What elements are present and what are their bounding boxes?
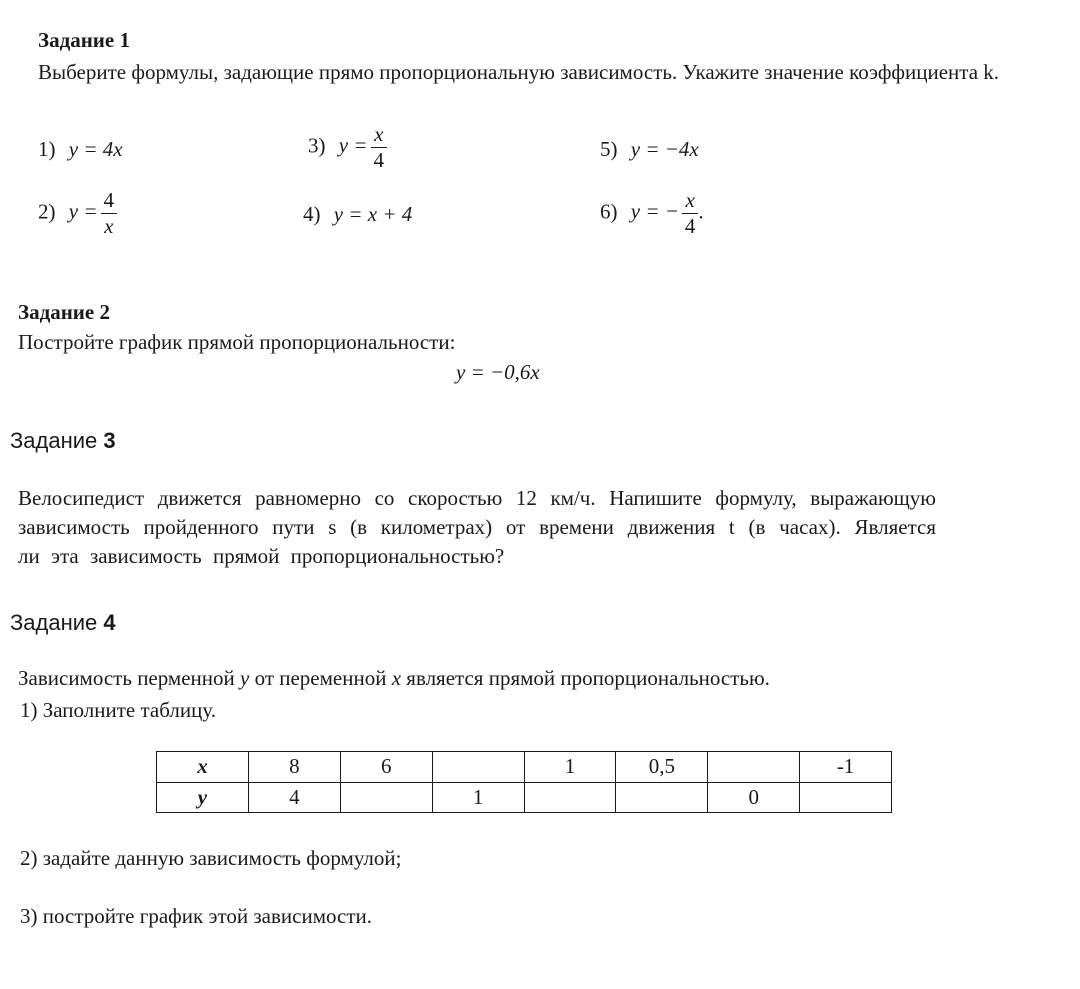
values-table [156,751,892,813]
option-formula-lhs: y = [338,133,368,158]
task1-text: Выберите формулы, задающие прямо пропорциональную зависимость. Укажите значение коэффициента k. [38,60,1000,84]
intro-part: Зависимость перменной [18,666,241,690]
table-cell [432,752,524,783]
task1-option-4 [303,202,412,227]
option-formula: y = 4x [68,137,123,161]
task4-intro [18,664,770,693]
table-cell: 1 [524,752,616,783]
task4-title-word: Задание [10,610,98,635]
table-cell [800,782,892,813]
task1-option-5 [600,137,699,162]
fraction-numerator: 4 [101,190,118,214]
task1-title: Задание 1 [38,28,130,52]
option-number: 1) [38,137,56,161]
variable-x: x [391,666,402,690]
task4-title-number: 4 [103,610,116,635]
task2-title: Задание 2 [18,300,110,324]
option-formula-lhs: y = [68,199,98,224]
table-row-y [157,782,892,813]
task3-title [10,428,116,454]
task1-option-1 [38,137,123,162]
task4-item3: 3) постройте график этой зависимости. [20,904,373,928]
table-row-x [157,752,892,783]
option-number: 4) [303,202,321,226]
task4-title [10,610,116,636]
fraction-denominator: 4 [373,148,384,172]
fraction-denominator: x [104,214,114,238]
table-header-y: y [157,782,249,813]
option-number: 3) [308,133,326,158]
task4-item1: 1) Заполните таблицу. [20,698,216,722]
table-cell: 1 [432,782,524,813]
option-formula-lhs: y = − [630,199,679,224]
table-cell: 0,5 [616,752,708,783]
table-cell [708,752,800,783]
table-cell [340,782,432,813]
task4-item2: 2) задайте данную зависимость формулой; [20,846,402,870]
fraction-denominator: 4 [684,214,696,238]
option-formula: y = x + 4 [333,202,413,226]
fraction [371,124,388,171]
task1-option-6 [600,190,704,237]
task2-text: Постройте график прямой пропорциональности: [18,330,456,354]
table-cell [616,782,708,813]
table-cell [524,782,616,813]
intro-part: является прямой пропорциональностью. [401,666,770,690]
variable-y: y [240,666,250,690]
table-cell: 0 [708,782,800,813]
task2-formula: y = −0,6x [456,360,540,384]
option-formula: y = −4x [630,137,699,161]
fraction-numerator: x [682,190,699,214]
option-number: 2) [38,199,56,224]
table-cell: 8 [248,752,340,783]
intro-part: от переменной [249,666,392,690]
option-number: 5) [600,137,618,161]
table-cell: 6 [340,752,432,783]
table-cell: -1 [800,752,892,783]
table-cell: 4 [248,782,340,813]
task3-title-word: Задание [10,428,98,453]
option-suffix: . [698,199,704,224]
task1-option-2 [38,190,117,237]
fraction [682,190,699,237]
option-number: 6) [600,199,618,224]
task1-option-3 [308,124,387,171]
task3-text: Велосипедист движется равномерно со скоростью 12 км/ч. Напишите формулу, выражающую зависимость пройденного пути s (в километрах) от времени движения t (в часах). Является ли эта зависимость прямой пропорциональностью? [18,486,936,568]
fraction-numerator: x [371,124,388,148]
table-header-x: x [157,752,249,783]
fraction [101,190,118,237]
task3-title-number: 3 [103,428,116,453]
